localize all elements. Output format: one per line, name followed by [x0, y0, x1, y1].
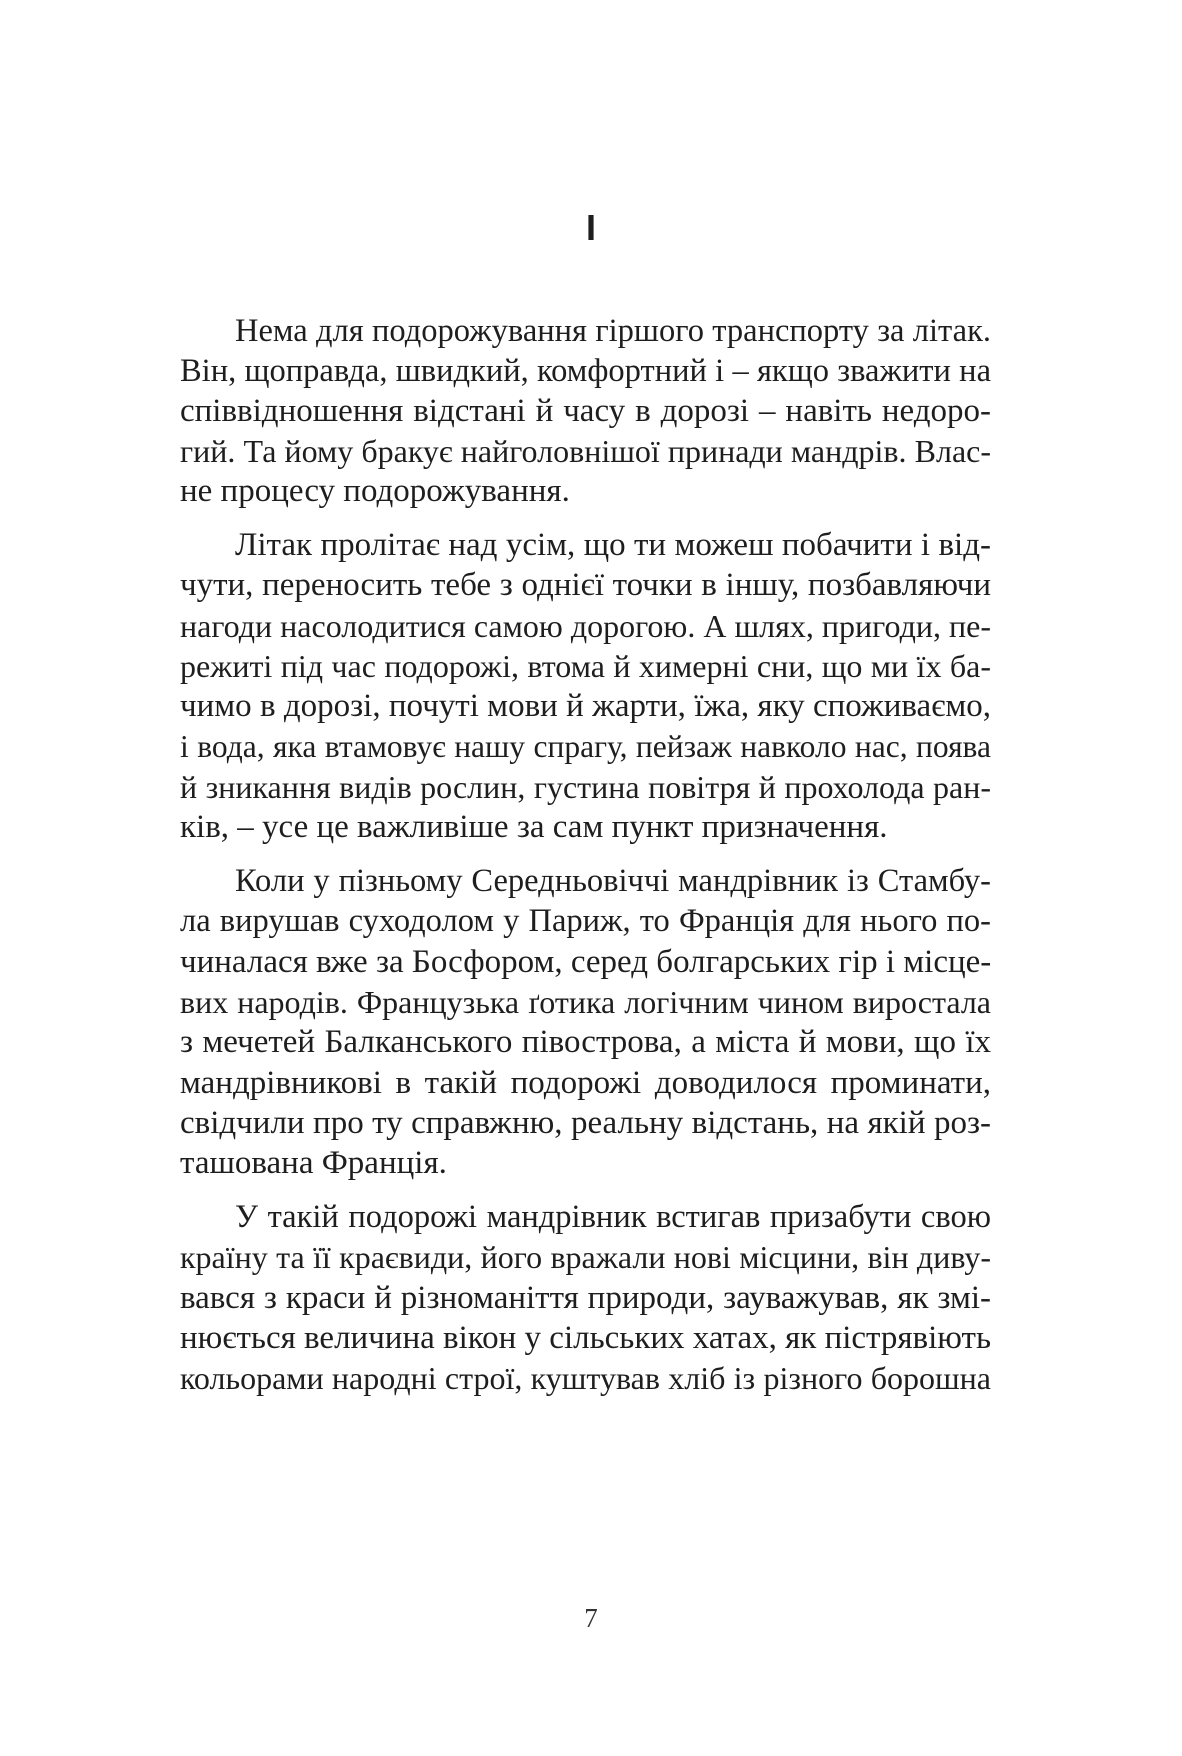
text-line: ташована Франція. [180, 1145, 447, 1181]
text-line: вався з краси й різноманіття природи, зауважував, як змі- [180, 1280, 991, 1316]
text-line: й зникання видів рослин, густина повітря й прохолода ран- [180, 769, 991, 805]
text-line: нагоди насолодитися самою дорогою. А шлях, пригоди, пе- [180, 608, 991, 644]
text-line: свідчили про ту справжню, реальну відстань, на якій роз- [180, 1105, 991, 1141]
text-line: чути, переносить тебе з однієї точки в іншу, позбавляючи [180, 567, 991, 603]
text-line: ла вирушав суходолом у Париж, то Франція для нього по- [180, 903, 991, 939]
text-line: режиті під час подорожі, втома й химерні сни, що ми їх ба- [180, 648, 991, 684]
text-line: Літак пролітає над усім, що ти можеш побачити і від- [235, 527, 991, 563]
text-line: гий. Та йому бракує найголовнішої принади мандрів. Влас- [180, 433, 991, 469]
text-line: Нема для подорожування гіршого транспорту за літак. [235, 313, 991, 349]
text-line: У такій подорожі мандрівник встигав призабути свою [235, 1199, 991, 1235]
text-line: кольорами народні строї, куштував хліб із різного борошна [180, 1360, 991, 1396]
text-line: Коли у пізньому Середньовіччі мандрівник із Стамбу- [235, 863, 991, 899]
text-line: не процесу подорожування. [180, 473, 570, 509]
text-line: з мечетей Балканського півострова, а міста й мови, що їх [180, 1024, 991, 1060]
text-line: співвідношення відстані й часу в дорозі – навіть недоро- [180, 393, 991, 429]
chapter-number: I [585, 207, 596, 248]
text-line: і вода, яка втамовує нашу спрагу, пейзаж навколо нас, поява [180, 729, 991, 764]
text-line: чиналася вже за Босфором, серед болгарських гір і місце- [180, 944, 992, 980]
text-line: мандрівникові в такій подорожі доводилося проминати, [180, 1065, 991, 1101]
text-line: нюється величина вікон у сільських хатах, як пістрявіють [180, 1320, 991, 1356]
page-number: 7 [584, 1603, 598, 1633]
text-line: Він, щоправда, швидкий, комфортний і – якщо зважити на [180, 353, 991, 389]
text-line: чимо в дорозі, почуті мови й жарти, їжа, яку споживаємо, [180, 688, 991, 724]
text-line: країну та її краєвиди, його вражали нові місцини, він диву- [180, 1239, 991, 1275]
text-line: ків, – усе це важливіше за сам пункт призначення. [180, 809, 888, 845]
text-line: вих народів. Французька ґотика логічним чином виростала [180, 984, 991, 1020]
